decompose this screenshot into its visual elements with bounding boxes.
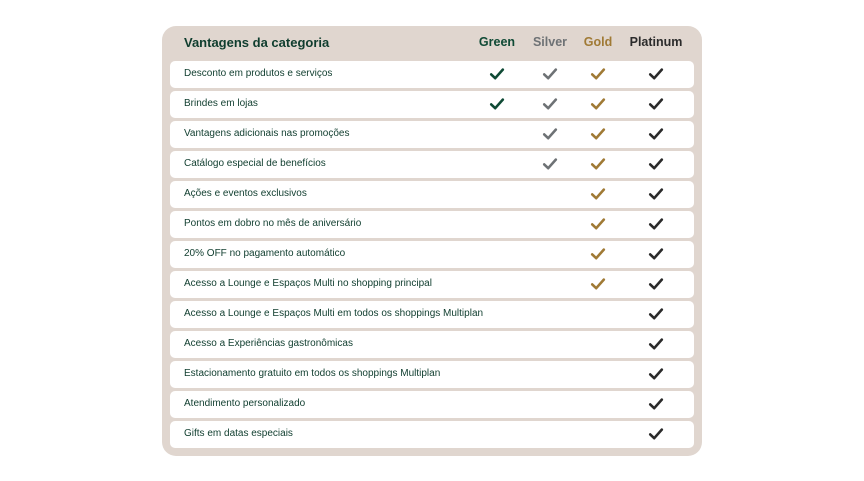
header-label: Vantagens da categoria xyxy=(184,35,330,50)
checkmark-icon xyxy=(648,306,664,322)
table-row xyxy=(170,391,694,418)
table-header xyxy=(162,26,702,60)
table-row xyxy=(170,211,694,238)
checkmark-icon xyxy=(648,66,664,82)
checkmark-icon xyxy=(542,156,558,172)
checkmark-icon xyxy=(648,276,664,292)
checkmark-icon xyxy=(648,186,664,202)
checkmark-icon xyxy=(590,276,606,292)
checkmark-icon xyxy=(590,156,606,172)
row-label: Ações e eventos exclusivos xyxy=(184,188,307,199)
checkmark-icon xyxy=(648,126,664,142)
table-row xyxy=(170,301,694,328)
checkmark-icon xyxy=(648,246,664,262)
table-row xyxy=(170,241,694,268)
table-row xyxy=(170,181,694,208)
table-row xyxy=(170,151,694,178)
row-label: Acesso a Lounge e Espaços Multi em todos os shoppings Multiplan xyxy=(184,308,484,319)
row-label: Brindes em lojas xyxy=(184,98,258,109)
row-label: Estacionamento gratuito em todos os shoppings Multiplan xyxy=(184,368,441,379)
checkmark-icon xyxy=(590,186,606,202)
row-label: Pontos em dobro no mês de aniversário xyxy=(184,218,362,229)
checkmark-icon xyxy=(590,246,606,262)
tier-header-gold: Gold xyxy=(583,35,613,49)
row-label: 20% OFF no pagamento automático xyxy=(184,248,346,259)
checkmark-icon xyxy=(648,366,664,382)
checkmark-icon xyxy=(542,96,558,112)
row-label: Vantagens adicionais nas promoções xyxy=(184,128,350,139)
row-label: Acesso a Experiências gastronômicas xyxy=(184,338,353,349)
table-row xyxy=(170,421,694,448)
checkmark-icon xyxy=(648,96,664,112)
tier-header-green: Green xyxy=(478,35,516,49)
table-row xyxy=(170,61,694,88)
checkmark-icon xyxy=(542,66,558,82)
row-label: Atendimento personalizado xyxy=(184,398,306,409)
checkmark-icon xyxy=(590,96,606,112)
table-body xyxy=(170,61,694,451)
row-label: Desconto em produtos e serviços xyxy=(184,68,333,79)
benefits-table xyxy=(162,26,702,456)
checkmark-icon xyxy=(590,126,606,142)
tier-header-platinum: Platinum xyxy=(629,35,683,49)
row-label: Gifts em datas especiais xyxy=(184,428,293,439)
checkmark-icon xyxy=(648,396,664,412)
checkmark-icon xyxy=(648,216,664,232)
checkmark-icon xyxy=(590,216,606,232)
checkmark-icon xyxy=(648,156,664,172)
checkmark-icon xyxy=(542,126,558,142)
checkmark-icon xyxy=(648,336,664,352)
table-row xyxy=(170,271,694,298)
table-row xyxy=(170,91,694,118)
checkmark-icon xyxy=(489,96,505,112)
checkmark-icon xyxy=(590,66,606,82)
tier-header-silver: Silver xyxy=(532,35,568,49)
row-label: Catálogo especial de benefícios xyxy=(184,158,326,169)
table-row xyxy=(170,361,694,388)
checkmark-icon xyxy=(489,66,505,82)
table-row xyxy=(170,121,694,148)
row-label: Acesso a Lounge e Espaços Multi no shopping principal xyxy=(184,278,432,289)
table-row xyxy=(170,331,694,358)
checkmark-icon xyxy=(648,426,664,442)
